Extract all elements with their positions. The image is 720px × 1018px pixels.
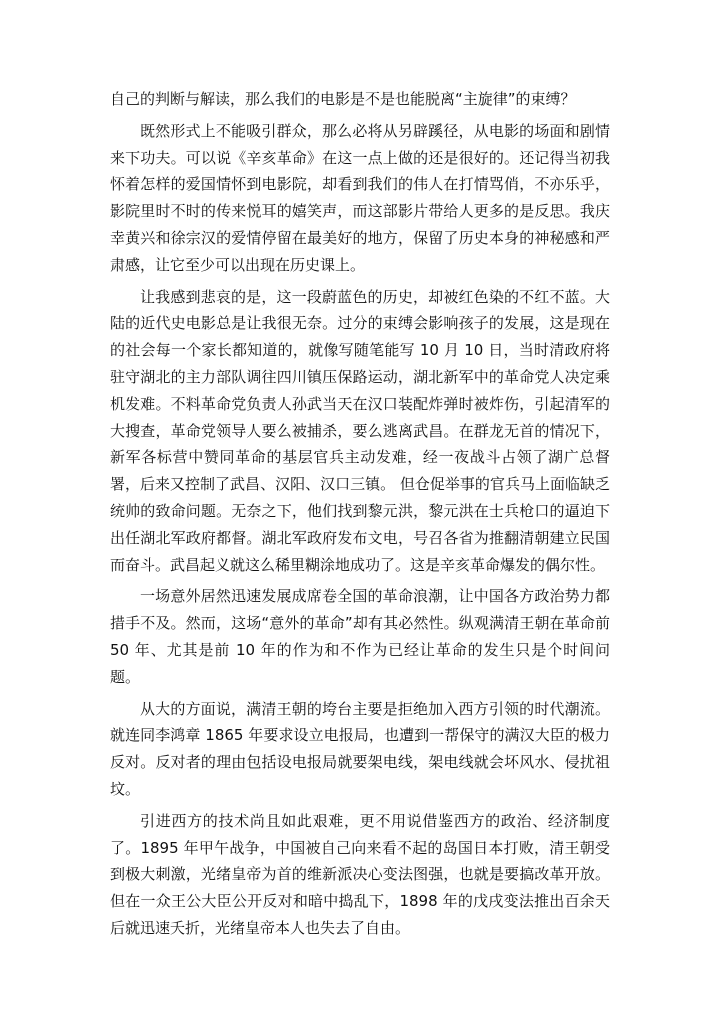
paragraph-film-review: 既然形式上不能吸引群众，那么必将从另辟蹊径，从电影的场面和剧情来下功夫。可以说《辛亥革命》在这一点上做的还是很好的。还记得当初我怀着怎样的爱国情怀到电影院，却看到我们的伟人在打情骂俏，不亦乐乎，影院里时不时的传来悦耳的嬉笑声，而这部影片带给人更多的是反思。我庆幸黄兴和徐宗汉的爱情停留在最美好的地方，保留了历史本身的神秘感和严肃感，让它至少可以出现在历史课上。 bbox=[110, 121, 610, 274]
paragraph-qing-decline: 从大的方面说，满清王朝的垮台主要是拒绝加入西方引领的时代潮流。就连同李鸿章 1865 年要求设立电报局，也遭到一帮保守的满汉大臣的极力反对。反对者的理由包括设电报局就要架电线，架电线就会坏风水、侵扰祖坟。 bbox=[110, 699, 610, 798]
paragraph-wuchang-uprising: 让我感到悲哀的是，这一段蔚蓝色的历史，却被红色染的不红不蓝。大陆的近代史电影总是让我很无奈。过分的束缚会影响孩子的发展，这是现在的社会每一个家长都知道的，就像写随笔能写 10 月 10 日，当时清政府将驻守湖北的主力部队调往四川镇压保路运动，湖北新军中的革命党人决定乘机发难。不料革命党负责人孙武当天在汉口装配炸弹时被炸伤，引起清军的大搜查，革命党领导人要么被捕杀，要么逃离武昌。在群龙无首的情况下，新军各标营中赞同革命的基层官兵主动发难，经一夜战斗占领了湖广总督署，后来又控制了武昌、汉阳、汉口三镇。 但仓促举事的官兵马上面临缺乏统帅的致命问题。无奈之下，他们找到黎元洪，黎元洪在士兵枪口的逼迫下出任湖北军政府都督。湖北军政府发布文电，号召各省为推翻清朝建立民国而奋斗。武昌起义就这么稀里糊涂地成功了。这是辛亥革命爆发的偶尔性。 bbox=[110, 287, 610, 574]
paragraph-inevitability: 一场意外居然迅速发展成席卷全国的革命浪潮，让中国各方政治势力都措手不及。然而，这场“意外的革命”却有其必然性。纵观满清王朝在革命前 50 年、尤其是前 10 年的作为和不作为已经让革命的发生只是个时间问题。 bbox=[110, 587, 610, 686]
paragraph-reform-failure: 引进西方的技术尚且如此艰难，更不用说借鉴西方的政治、经济制度了。1895 年甲午战争，中国被自己向来看不起的岛国日本打败，清王朝受到极大刺激，光绪皇帝为首的维新派决心变法图强，也就是要搞改革开放。但在一众王公大臣公开反对和暗中捣乱下，1898 年的戊戌变法推出百余天后就迅速夭折，光绪皇帝本人也失去了自由。 bbox=[110, 811, 610, 937]
paragraph-continued: 自己的判断与解读，那么我们的电影是不是也能脱离“主旋律”的束缚？ bbox=[110, 90, 576, 108]
article-body bbox=[110, 86, 610, 947]
